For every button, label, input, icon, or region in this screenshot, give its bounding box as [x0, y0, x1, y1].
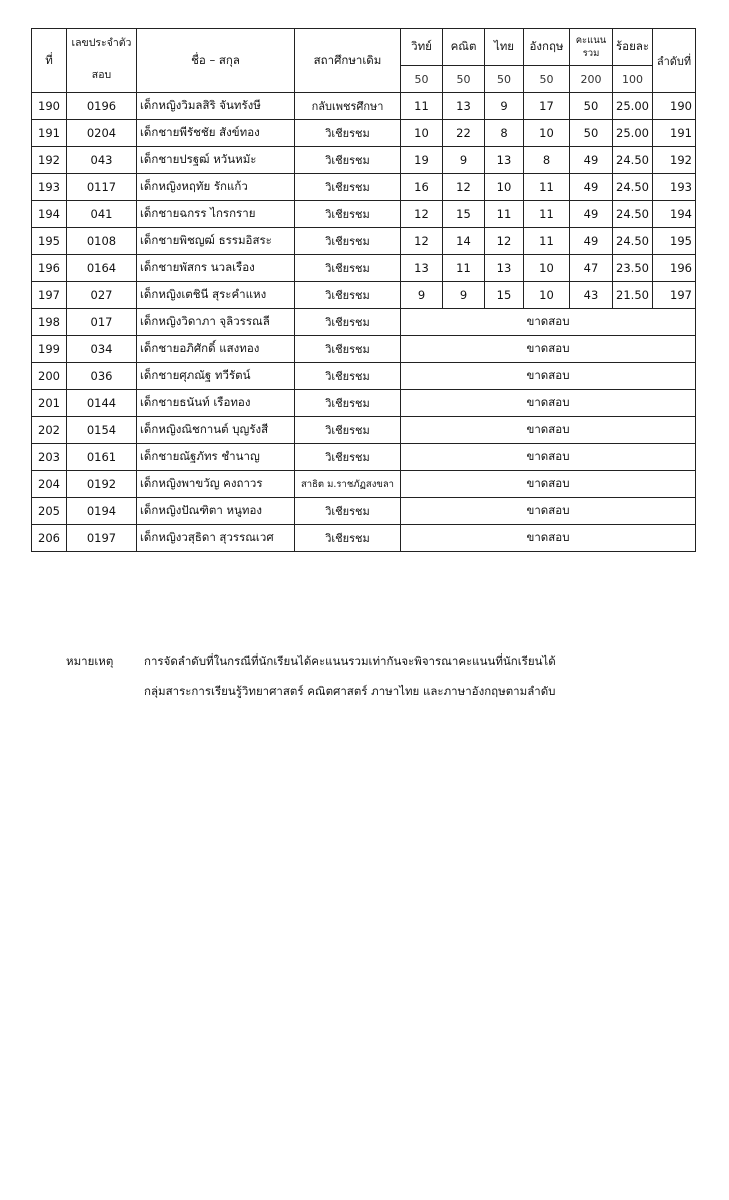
col-header-percent: ร้อยละ	[613, 29, 653, 66]
cell-no: 202	[32, 417, 67, 444]
max-math: 50	[443, 66, 485, 93]
cell-total: 50	[570, 120, 613, 147]
cell-science: 9	[401, 282, 443, 309]
cell-thai: 9	[485, 93, 524, 120]
cell-name: เด็กหญิงปัณฑิตา หนูทอง	[137, 498, 295, 525]
cell-thai: 13	[485, 147, 524, 174]
cell-no: 190	[32, 93, 67, 120]
table-row-absent	[32, 444, 696, 471]
cell-rank: 193	[653, 174, 696, 201]
cell-school: วิเชียรชม	[295, 147, 401, 174]
cell-name: เด็กหญิงวสุธิดา สุวรรณเวศ	[137, 525, 295, 552]
cell-exam-id: 0196	[67, 93, 137, 120]
cell-total: 49	[570, 174, 613, 201]
cell-no: 201	[32, 390, 67, 417]
cell-percent: 24.50	[613, 201, 653, 228]
cell-percent: 25.00	[613, 93, 653, 120]
table-row-absent	[32, 498, 696, 525]
cell-no: 199	[32, 336, 67, 363]
cell-school: วิเชียรชม	[295, 228, 401, 255]
cell-exam-id: 017	[67, 309, 137, 336]
col-header-name: ชื่อ – สกุล	[137, 29, 295, 93]
cell-percent: 24.50	[613, 147, 653, 174]
cell-no: 196	[32, 255, 67, 282]
cell-total: 49	[570, 228, 613, 255]
cell-name: เด็กหญิงณิชกานต์ บุญรังสี	[137, 417, 295, 444]
table-row	[32, 120, 696, 147]
cell-absent: ขาดสอบ	[401, 498, 696, 525]
cell-percent: 24.50	[613, 174, 653, 201]
cell-math: 11	[443, 255, 485, 282]
cell-english: 11	[524, 228, 570, 255]
cell-exam-id: 034	[67, 336, 137, 363]
cell-rank: 195	[653, 228, 696, 255]
table-row-absent	[32, 309, 696, 336]
cell-name: เด็กหญิงวิมลสิริ จันทรังษี	[137, 93, 295, 120]
cell-math: 22	[443, 120, 485, 147]
max-thai: 50	[485, 66, 524, 93]
col-header-thai: ไทย	[485, 29, 524, 66]
cell-no: 204	[32, 471, 67, 498]
cell-science: 12	[401, 228, 443, 255]
cell-exam-id: 0154	[67, 417, 137, 444]
col-header-exam-id-line2: สอบ	[91, 69, 112, 81]
cell-name: เด็กชายอภิศักดิ์ แสงทอง	[137, 336, 295, 363]
max-total: 200	[570, 66, 613, 93]
cell-absent: ขาดสอบ	[401, 390, 696, 417]
cell-absent: ขาดสอบ	[401, 336, 696, 363]
score-table	[31, 28, 696, 552]
remark-line-2: กลุ่มสาระการเรียนรู้วิทยาศาสตร์ คณิตศาสตร์ ภาษาไทย และภาษาอังกฤษตามลำดับ	[144, 684, 556, 698]
cell-exam-id: 043	[67, 147, 137, 174]
cell-english: 10	[524, 255, 570, 282]
table-row-absent	[32, 390, 696, 417]
cell-no: 195	[32, 228, 67, 255]
cell-name: เด็กชายณัฐภัทร ชำนาญ	[137, 444, 295, 471]
cell-school: วิเชียรชม	[295, 444, 401, 471]
cell-no: 191	[32, 120, 67, 147]
cell-rank: 197	[653, 282, 696, 309]
header-row	[32, 29, 696, 66]
cell-name: เด็กชายศุภณัฐ ทวีรัตน์	[137, 363, 295, 390]
cell-exam-id: 036	[67, 363, 137, 390]
col-header-school: สถาศึกษาเดิม	[295, 29, 401, 93]
cell-rank: 191	[653, 120, 696, 147]
cell-school: วิเชียรชม	[295, 498, 401, 525]
col-header-exam-id	[67, 29, 137, 93]
cell-name: เด็กชายธนันท์ เรือทอง	[137, 390, 295, 417]
cell-absent: ขาดสอบ	[401, 525, 696, 552]
cell-school: วิเชียรชม	[295, 363, 401, 390]
col-header-english: อังกฤษ	[524, 29, 570, 66]
cell-english: 11	[524, 174, 570, 201]
table-row	[32, 228, 696, 255]
table-row	[32, 93, 696, 120]
cell-total: 50	[570, 93, 613, 120]
table-row-absent	[32, 363, 696, 390]
cell-no: 200	[32, 363, 67, 390]
cell-name: เด็กหญิงหฤทัย รักแก้ว	[137, 174, 295, 201]
cell-name: เด็กชายปรฐฒ์ หวันหมัะ	[137, 147, 295, 174]
cell-thai: 11	[485, 201, 524, 228]
max-english: 50	[524, 66, 570, 93]
cell-math: 14	[443, 228, 485, 255]
cell-exam-id: 0117	[67, 174, 137, 201]
table-row-absent	[32, 417, 696, 444]
table-row	[32, 174, 696, 201]
cell-science: 11	[401, 93, 443, 120]
cell-exam-id: 0194	[67, 498, 137, 525]
cell-thai: 8	[485, 120, 524, 147]
cell-math: 9	[443, 282, 485, 309]
cell-school: วิเชียรชม	[295, 309, 401, 336]
cell-english: 8	[524, 147, 570, 174]
max-percent: 100	[613, 66, 653, 93]
cell-percent: 24.50	[613, 228, 653, 255]
cell-no: 205	[32, 498, 67, 525]
cell-absent: ขาดสอบ	[401, 444, 696, 471]
cell-name: เด็กชายพิชญฒ์ ธรรมอิสระ	[137, 228, 295, 255]
cell-no: 203	[32, 444, 67, 471]
cell-exam-id: 027	[67, 282, 137, 309]
max-science: 50	[401, 66, 443, 93]
cell-rank: 194	[653, 201, 696, 228]
cell-rank: 192	[653, 147, 696, 174]
cell-school: วิเชียรชม	[295, 525, 401, 552]
cell-name: เด็กหญิงพาขวัญ คงถาวร	[137, 471, 295, 498]
cell-percent: 21.50	[613, 282, 653, 309]
table-row-absent	[32, 471, 696, 498]
col-header-math: คณิต	[443, 29, 485, 66]
cell-no: 192	[32, 147, 67, 174]
col-header-exam-id-line1: เลขประจำตัว	[71, 37, 132, 49]
cell-thai: 13	[485, 255, 524, 282]
cell-exam-id: 0108	[67, 228, 137, 255]
cell-no: 197	[32, 282, 67, 309]
cell-absent: ขาดสอบ	[401, 471, 696, 498]
cell-name: เด็กหญิงเตชินี สุระคำแหง	[137, 282, 295, 309]
cell-science: 19	[401, 147, 443, 174]
table-row	[32, 147, 696, 174]
cell-school: วิเชียรชม	[295, 390, 401, 417]
cell-exam-id: 0144	[67, 390, 137, 417]
cell-no: 194	[32, 201, 67, 228]
cell-name: เด็กชายพัสกร นวลเรือง	[137, 255, 295, 282]
remark-label: หมายเหตุ	[66, 654, 114, 668]
cell-absent: ขาดสอบ	[401, 417, 696, 444]
cell-math: 13	[443, 93, 485, 120]
cell-rank: 196	[653, 255, 696, 282]
cell-total: 49	[570, 201, 613, 228]
cell-math: 9	[443, 147, 485, 174]
cell-total: 43	[570, 282, 613, 309]
cell-math: 15	[443, 201, 485, 228]
cell-school: วิเชียรชม	[295, 255, 401, 282]
cell-school: วิเชียรชม	[295, 120, 401, 147]
table-row	[32, 282, 696, 309]
col-header-no: ที่	[32, 29, 67, 93]
cell-school: วิเชียรชม	[295, 336, 401, 363]
col-header-science: วิทย์	[401, 29, 443, 66]
cell-absent: ขาดสอบ	[401, 363, 696, 390]
cell-thai: 15	[485, 282, 524, 309]
cell-thai: 10	[485, 174, 524, 201]
cell-name: เด็กหญิงวิดาภา จุลิวรรณลี	[137, 309, 295, 336]
cell-percent: 23.50	[613, 255, 653, 282]
cell-english: 11	[524, 201, 570, 228]
cell-math: 12	[443, 174, 485, 201]
cell-exam-id: 0192	[67, 471, 137, 498]
cell-total: 47	[570, 255, 613, 282]
cell-no: 193	[32, 174, 67, 201]
cell-science: 12	[401, 201, 443, 228]
cell-school: สาธิต ม.ราชภัฏสงขลา	[295, 471, 401, 498]
table-row	[32, 201, 696, 228]
cell-name: เด็กชายพีรัชชัย สังข์ทอง	[137, 120, 295, 147]
cell-percent: 25.00	[613, 120, 653, 147]
cell-exam-id: 041	[67, 201, 137, 228]
table-row-absent	[32, 525, 696, 552]
cell-exam-id: 0164	[67, 255, 137, 282]
cell-science: 16	[401, 174, 443, 201]
table-row	[32, 255, 696, 282]
cell-science: 13	[401, 255, 443, 282]
cell-exam-id: 0197	[67, 525, 137, 552]
cell-school: วิเชียรชม	[295, 174, 401, 201]
cell-no: 206	[32, 525, 67, 552]
cell-english: 17	[524, 93, 570, 120]
table-row-absent	[32, 336, 696, 363]
cell-total: 49	[570, 147, 613, 174]
remark-line-1: การจัดลำดับที่ในกรณีที่นักเรียนได้คะแนนรวมเท่ากันจะพิจารณาคะแนนที่นักเรียนได้	[144, 654, 556, 668]
cell-english: 10	[524, 282, 570, 309]
cell-name: เด็กชายฉกรร ไกรกราย	[137, 201, 295, 228]
col-header-rank: ลำดับที่	[653, 29, 696, 93]
cell-exam-id: 0204	[67, 120, 137, 147]
cell-school: วิเชียรชม	[295, 282, 401, 309]
remark-text	[144, 646, 664, 706]
cell-exam-id: 0161	[67, 444, 137, 471]
cell-school: วิเชียรชม	[295, 201, 401, 228]
cell-no: 198	[32, 309, 67, 336]
cell-science: 10	[401, 120, 443, 147]
cell-school: กลับเพชรศึกษา	[295, 93, 401, 120]
col-header-total: คะแนนรวม	[570, 29, 613, 66]
cell-english: 10	[524, 120, 570, 147]
cell-rank: 190	[653, 93, 696, 120]
cell-absent: ขาดสอบ	[401, 309, 696, 336]
cell-thai: 12	[485, 228, 524, 255]
cell-school: วิเชียรชม	[295, 417, 401, 444]
